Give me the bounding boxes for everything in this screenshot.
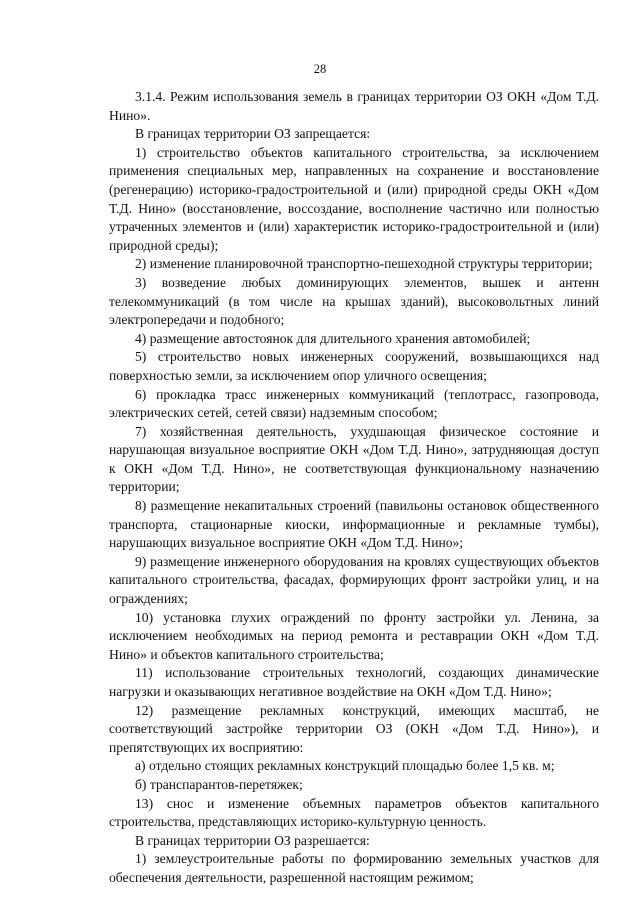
paragraph-item-3: 3) возведение любых доминирующих элементов, вышек и антенн телекоммуникаций (в том числе на крышах зданий), высоковольтных линий электропередачи и подобного; — [109, 274, 599, 328]
paragraph-item-5: 5) строительство новых инженерных сооружений, возвышающихся над поверхностью земли, за исключением опор уличного освещения; — [109, 349, 599, 383]
paragraph-prohibited-intro: В границах территории ОЗ запрещается: — [135, 126, 371, 142]
paragraph-permitted-intro: В границах территории ОЗ разрешается: — [135, 832, 370, 848]
paragraph-item-7: 7) хозяйственная деятельность, ухудшающая физическое состояние и нарушающая визуальное восприятие ОКН «Дом Т.Д. Нино», затрудняющая доступ к ОКН «Дом Т.Д. Нино», не соответствующая функциональному назначению территории; — [109, 423, 599, 495]
page-number: 28 — [313, 62, 327, 76]
paragraph-item-12: 12) размещение рекламных конструкций, имеющих масштаб, не соответствующий застройке территории ОЗ (ОКН «Дом Т.Д. Нино»), и препятствующих их восприятию: — [109, 702, 599, 755]
paragraph-item-12a: а) отдельно стоящих рекламных конструкций площадью более 1,5 кв. м; — [135, 758, 555, 774]
page-body — [109, 88, 599, 888]
paragraph-item-4: 4) размещение автостоянок для длительного хранения автомобилей; — [135, 330, 531, 346]
paragraph-item-12b: б) транспарантов-перетяжек; — [135, 776, 303, 792]
paragraph-item-8: 8) размещение некапитальных строений (павильоны остановок общественного транспорта, стационарные киоски, информационные и рекламные тумбы), нарушающих визуальное восприятие ОКН «Дом Т.Д. Нино»; — [109, 498, 599, 551]
paragraph-item-1: 1) строительство объектов капитального строительства, за исключением применения специальных мер, направленных на сохранение и восстановление (регенерацию) историко-градостроительной и (или) природной среды ОКН «Дом Т.Д. Нино» (восстановление, воссоздание, восполнение частично или полностью утраченных элементов и (или) характеристик историко-градостроительной и (или) природной среды); — [109, 144, 599, 253]
paragraph-item-13: 13) снос и изменение объемных параметров объектов капитального строительства, представляющих историко-культурную ценность. — [109, 795, 599, 830]
paragraph-item-11: 11) использование строительных технологий, создающих динамические нагрузки и оказывающих негативное воздействие на ОКН «Дом Т.Д. Нино»; — [109, 665, 599, 699]
paragraph-item-9: 9) размещение инженерного оборудования на кровлях существующих объектов капитального строительства, фасадах, формирующих фронт застройки улиц, и на ограждениях; — [109, 553, 599, 607]
section-heading: 3.1.4. Режим использования земель в границах территории ОЗ ОКН «Дом Т.Д. Нино». — [109, 89, 599, 123]
paragraph-item-10: 10) установка глухих ограждений по фронту застройки ул. Ленина, за исключением необходимых на период ремонта и реставрации ОКН «Дом Т.Д. Нино» и объектов капитального строительства; — [109, 609, 599, 662]
paragraph-item-6: 6) прокладка трасс инженерных коммуникаций (теплотрасс, газопровода, электрических сетей, сетей связи) надземным способом; — [109, 386, 599, 421]
paragraph-permitted-item-1: 1) землеустроительные работы по формированию земельных участков для обеспечения деятельности, разрешенной настоящим режимом; — [109, 851, 599, 885]
paragraph-item-2: 2) изменение планировочной транспортно-пешеходной структуры территории; — [135, 256, 593, 272]
